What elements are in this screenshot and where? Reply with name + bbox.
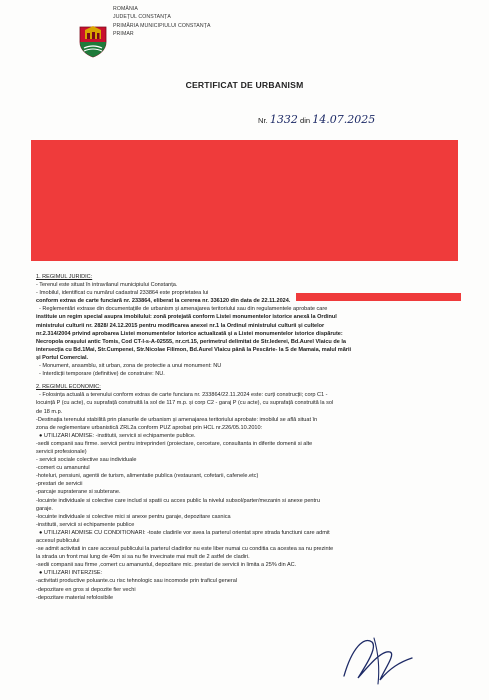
legal-line: nr.2.314/2004 privind aprobarea Listei monumentelor istorice actualizată și a Listei monumentelor istorice dispărute: — [36, 330, 343, 337]
economic-line: ● UTILIZARI INTERZISE: — [39, 570, 103, 577]
legal-line: - Monument, ansamblu, sit urban, zona de protectie a unui monument: NU — [39, 363, 222, 370]
economic-line: -sedii companii sau firme ,comert cu amanuntul, depozitare mic. prestari de servicii in limita a 25% din AC. — [36, 562, 297, 569]
economic-line: servicii profesionale) — [36, 448, 87, 455]
redaction-block — [31, 140, 458, 261]
section-heading-legal: 1. REGIMUL JURIDIC: — [36, 274, 93, 280]
redaction-owner-name — [296, 293, 461, 301]
legal-line: - Interdicții temporare (definitive) de construire: NU. — [39, 371, 165, 378]
legal-line: - Imobilul, identificat cu numărul cadastral 233864 este proprietatea lui — [36, 290, 209, 297]
legal-line: instituie un regim special asupra imobilului: zonă protejată conform Listei monumentelor istorice anexă la Ordinul — [36, 314, 337, 321]
legal-line: ministrului culturii nr. 2828/ 24.12.2015 pentru modificarea anexei nr.1 la Ordinul ministrului culturii și cultelor — [36, 322, 325, 329]
issuer-mayor: PRIMAR — [113, 30, 134, 37]
section-heading-economic: 2. REGIMUL ECONOMIC: — [36, 384, 101, 391]
economic-line: -locuinte individuale si colective mici si anexe pentru garaje, depozitare casnica — [36, 513, 231, 520]
legal-line: - Reglementări extrase din documentațiile de urbanism și amenajarea teritoriului sau din regulamentele aprobate care — [39, 306, 328, 313]
certificate-body — [36, 273, 462, 602]
economic-line: locuință P (cu acte), cu suprafață construită la sol de 117 m.p. și corp C2 - garaj P (cu acte), cu suprafață construită la sol — [36, 400, 334, 407]
signature-icon — [334, 628, 424, 688]
issuer-block — [113, 5, 211, 38]
handwritten-number: 1332 — [269, 113, 298, 126]
economic-line: -activitati productive poluante.cu risc tehnologic sau incomode prin traficul general — [36, 578, 238, 585]
issuer-county: JUDEȚUL CONSTANȚA — [113, 14, 171, 21]
handwritten-date: 14.07.2025 — [312, 113, 376, 126]
economic-line: -se admit activitati in care accesul publicului la parterul cladirilor nu este liber numai cu conditia ca acestea sa nu prezinte — [36, 546, 334, 553]
economic-line: zona de reglementare urbanistică ZRL2a conform PUZ aprobat prin HCL nr.226/05.10.2010: — [36, 424, 263, 431]
issuer-country: ROMÂNIA — [113, 6, 138, 12]
legal-line: - Terenul este situat în intravilanul municipiului Constanța. — [36, 282, 178, 289]
legal-line: și Portul Comercial. — [36, 354, 89, 361]
economic-line: -institutii, servicii si echipamente publice — [36, 521, 135, 528]
economic-line: -parcaje supraterane si subterane. — [36, 489, 121, 496]
economic-line: -locuinte individuale si colective care includ si spatii cu acces public la nivelul subsol/parter/mezanin si anexe pentru — [36, 497, 320, 504]
economic-line: garaje. — [36, 505, 53, 512]
economic-line: - Folosința actuală a terenului conform extras de carte funciara nr. 233864/22.11.2024 este: curți construcții; corp C1 - — [39, 392, 328, 399]
economic-line: -sedii companii sau firme. servicii pentru intreprinderi (proiectare, cercetare, consultanta in diferite domenii si alte — [36, 440, 313, 447]
legal-line: intersecția cu Bd.1Mai, Str.Cumpenei, Str.Nicolae Filimon, Bd.Aurel Vlaicu până la Pescărie- la S de Mamaia, malul mării — [36, 346, 352, 353]
economic-line: -depozitare en gros si depozite fier vechi — [36, 586, 136, 593]
number-prefix: Nr. — [258, 116, 268, 125]
coat-of-arms-icon — [78, 24, 108, 58]
economic-line: -depozitare material refolosibile — [36, 594, 114, 601]
legal-line: Necropola orașului antic Tomis, Cod CT-I-s-A-02555, nr.crt.15, perimetrul delimitat de Str.Iederei, Bd.Aurel Vlaicu de la — [36, 338, 346, 345]
economic-line: - servicii sociale colective sau individuale — [36, 457, 137, 464]
economic-line: de 18 m.p. — [36, 408, 63, 415]
economic-line: -prestari de servicii — [36, 481, 83, 488]
economic-line: accesul publicului — [36, 538, 80, 544]
economic-line: ● UTILIZARI ADMISE: -institutii, servicii si echipamente publice. — [39, 432, 196, 439]
economic-line: ● UTILIZARI ADMISE CU CONDITIONARI: -toate cladirile vor avea la parterul orientat spre strada functiuni care admit — [39, 529, 330, 536]
date-prefix: din — [299, 116, 311, 125]
economic-line: la strada un front mai lung de 40m si sa nu fie invecinate mai mult de 2 astfel de cladiri. — [36, 554, 250, 561]
legal-line: conform extras de carte funciară nr. 233864, eliberat la cererea nr. 336120 din data de 22.11.2024. — [36, 298, 291, 305]
issuer-city-hall: PRIMĂRIA MUNICIPIULUI CONSTANȚA — [113, 22, 211, 29]
economic-line: -comert cu amanuntul — [36, 465, 90, 472]
economic-line: -hoteluri, pensiuni, agentii de turism, alimentatie publica (restaurant, cofetarii, cafenele.etc) — [36, 473, 259, 480]
document-number — [258, 113, 375, 126]
economic-line: -Destinația terenului stabilită prin planurile de urbanism și amenajarea teritoriului aprobate: imobilul se află situat în — [36, 416, 318, 423]
document-title: CERTIFICAT DE URBANISM — [185, 80, 304, 90]
